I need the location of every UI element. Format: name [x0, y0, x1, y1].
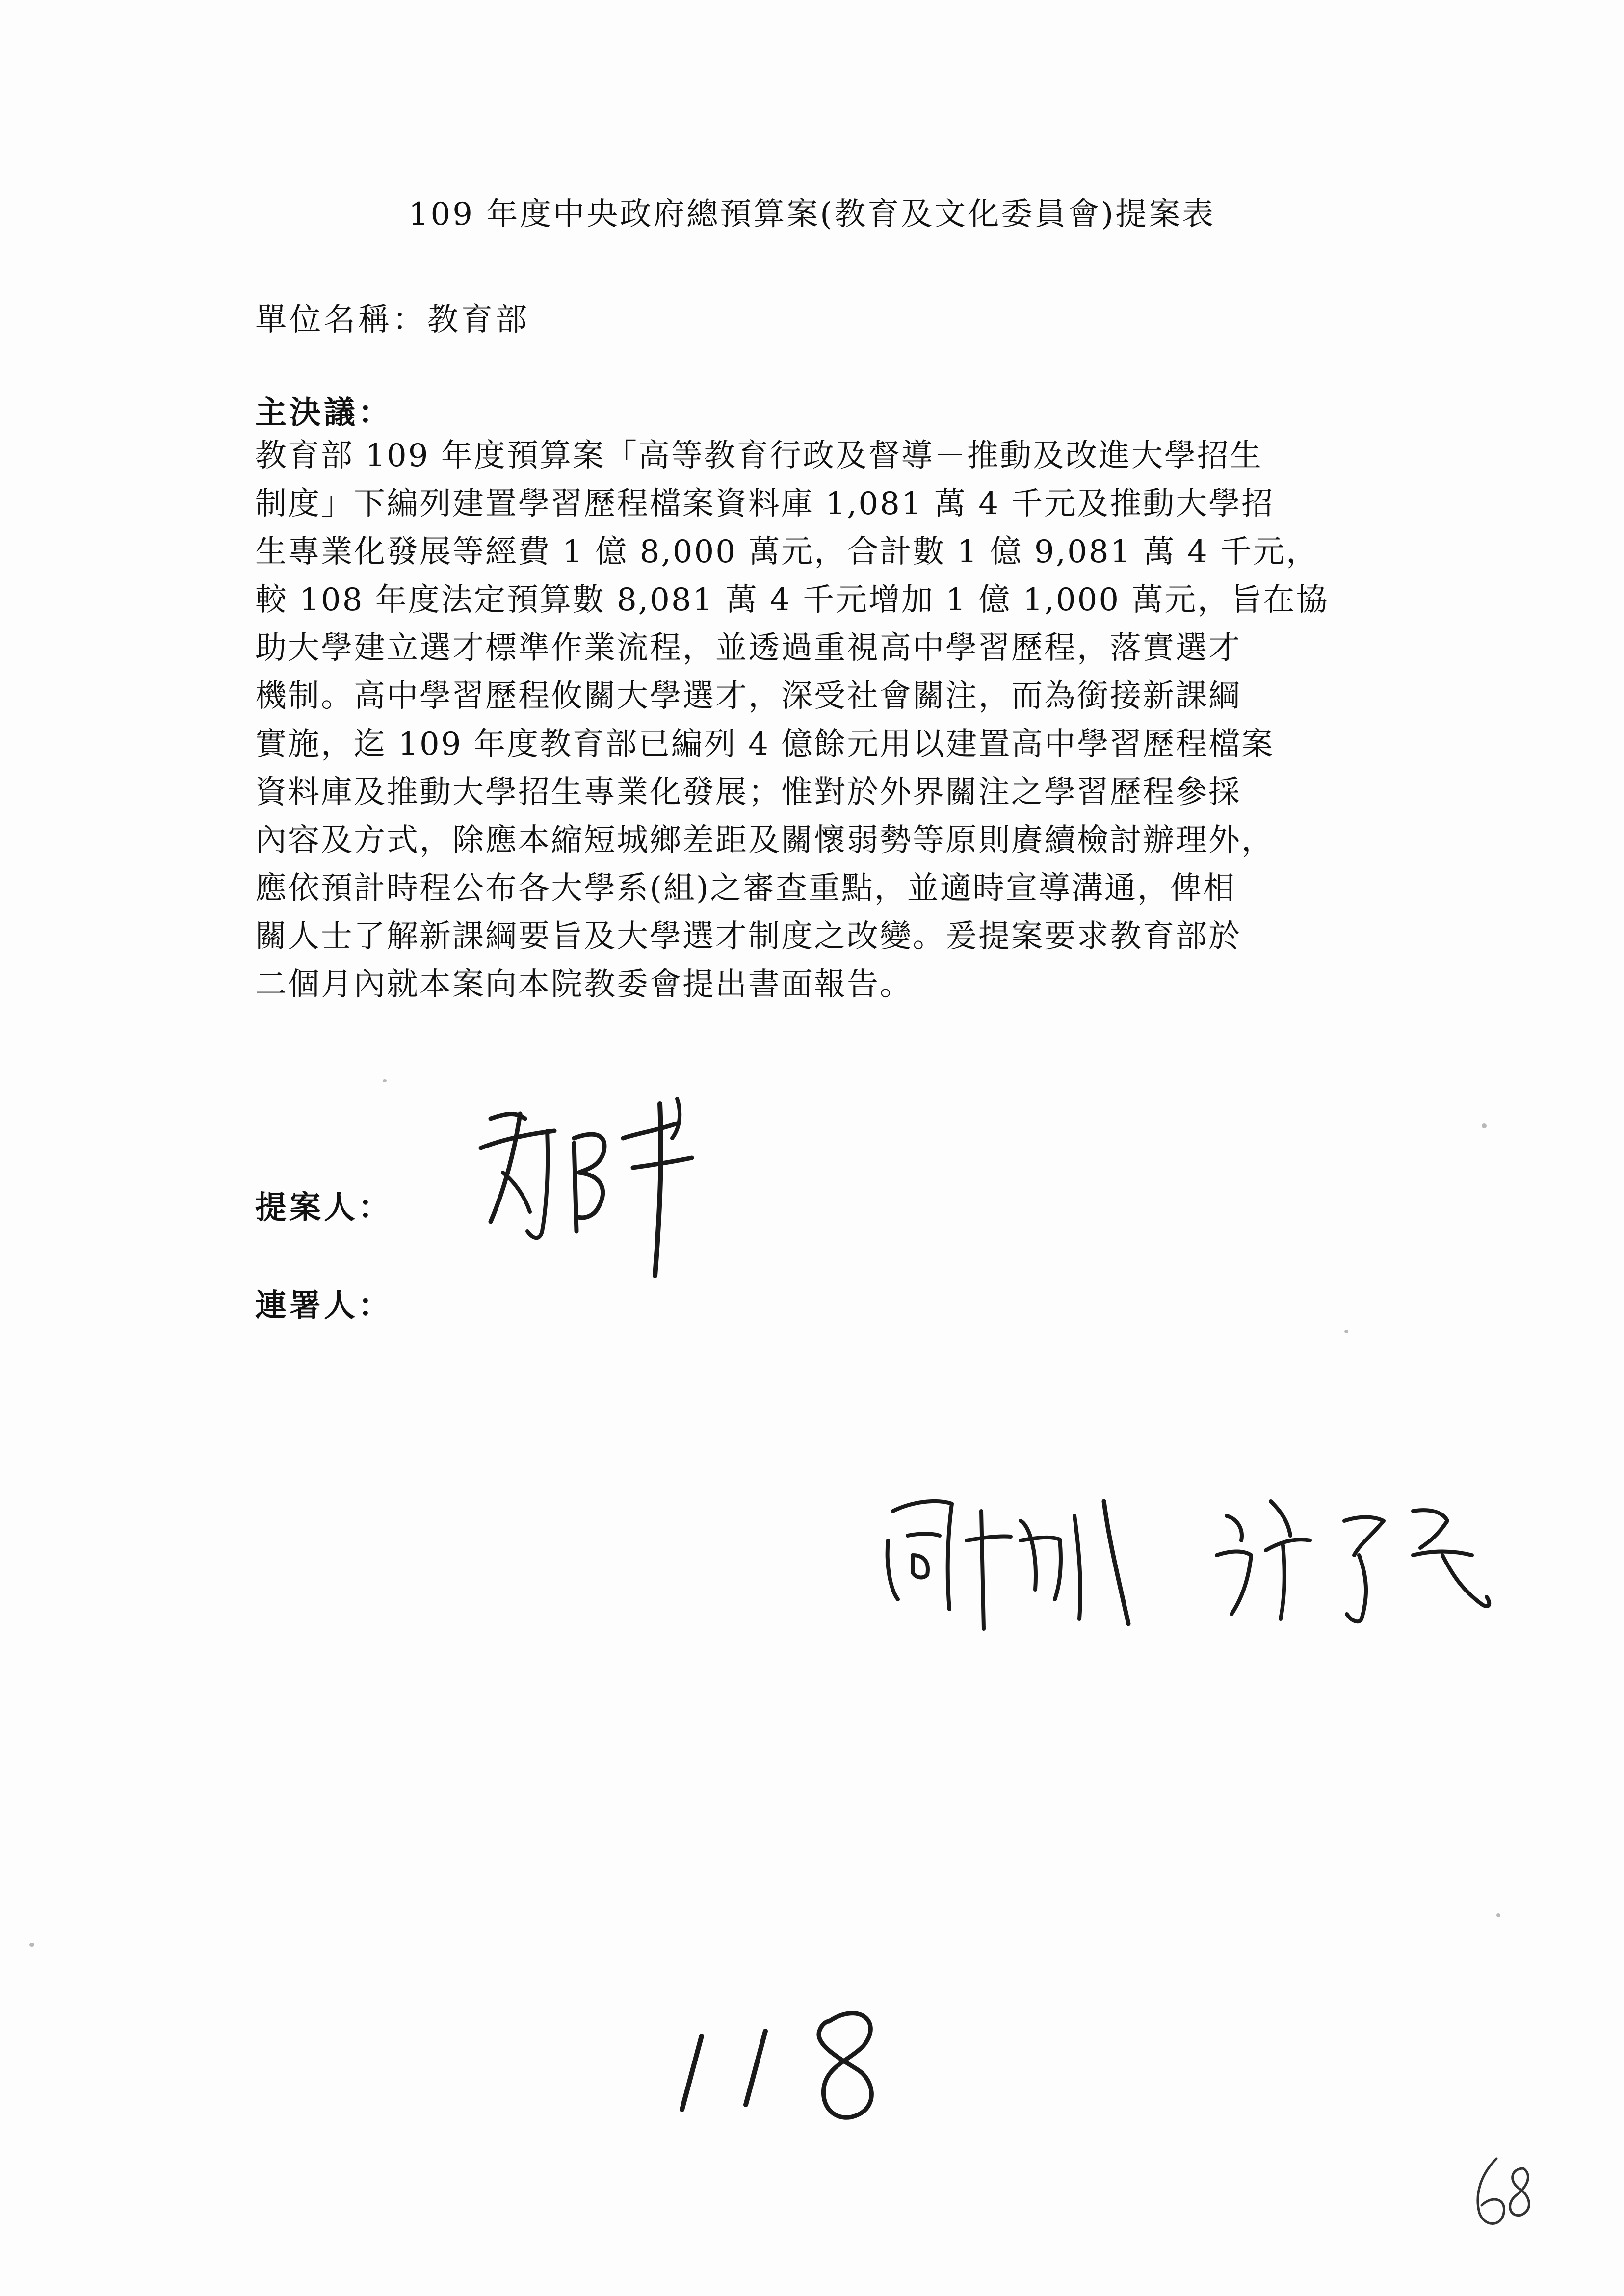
body-line: 機制。高中學習歷程攸關大學選才，深受社會關注，而為銜接新課綱 — [255, 678, 1241, 714]
scan-speck — [1496, 1913, 1500, 1917]
scan-speck — [29, 1943, 34, 1947]
body-line: 應依預計時程公布各大學系(組)之審查重點，並適時宣導溝通，俾相 — [255, 870, 1236, 907]
handwritten-page-number — [653, 1992, 908, 2139]
body-line: 生專業化發展等經費 1 億 8,000 萬元，合計數 1 億 9,081 萬 4 千元， — [255, 534, 1319, 570]
document-title: 109 年度中央政府總預算案(教育及文化委員會)提案表 — [408, 196, 1216, 233]
body-line: 關人士了解新課綱要旨及大學選才制度之改變。爰提案要求教育部於 — [255, 918, 1241, 955]
proposer-signature — [461, 1084, 736, 1290]
main-resolution-label: 主決議： — [255, 395, 393, 431]
resolution-body — [255, 432, 1384, 1009]
cosigner-signature — [1197, 1482, 1511, 1629]
corner-page-number — [1462, 2149, 1545, 2237]
cosigner-signature — [873, 1482, 1178, 1639]
cosigner-label: 連署人： — [255, 1288, 393, 1324]
body-line: 二個月內就本案向本院教委會提出書面報告。 — [255, 966, 913, 1003]
body-line: 助大學建立選才標準作業流程，並透過重視高中學習歷程，落實選才 — [255, 630, 1241, 666]
body-line: 較 108 年度法定預算數 8,081 萬 4 千元增加 1 億 1,000 萬元，旨在協 — [255, 582, 1329, 618]
unit-name-line: 單位名稱：教育部 — [255, 302, 530, 338]
body-line: 資料庫及推動大學招生專業化發展；惟對於外界關注之學習歷程參採 — [255, 774, 1241, 810]
body-line: 制度」下編列建置學習歷程檔案資料庫 1,081 萬 4 千元及推動大學招 — [255, 486, 1275, 522]
body-line: 教育部 109 年度預算案「高等教育行政及督導－推動及改進大學招生 — [255, 438, 1263, 474]
proposer-label: 提案人： — [255, 1190, 393, 1226]
body-line: 實施，迄 109 年度教育部已編列 4 億餘元用以建置高中學習歷程檔案 — [255, 726, 1275, 762]
scan-speck — [1482, 1123, 1487, 1128]
body-line: 內容及方式，除應本縮短城鄉差距及關懷弱勢等原則賡續檢討辦理外， — [255, 822, 1274, 859]
scan-speck — [383, 1079, 387, 1082]
scan-speck — [1344, 1330, 1348, 1333]
